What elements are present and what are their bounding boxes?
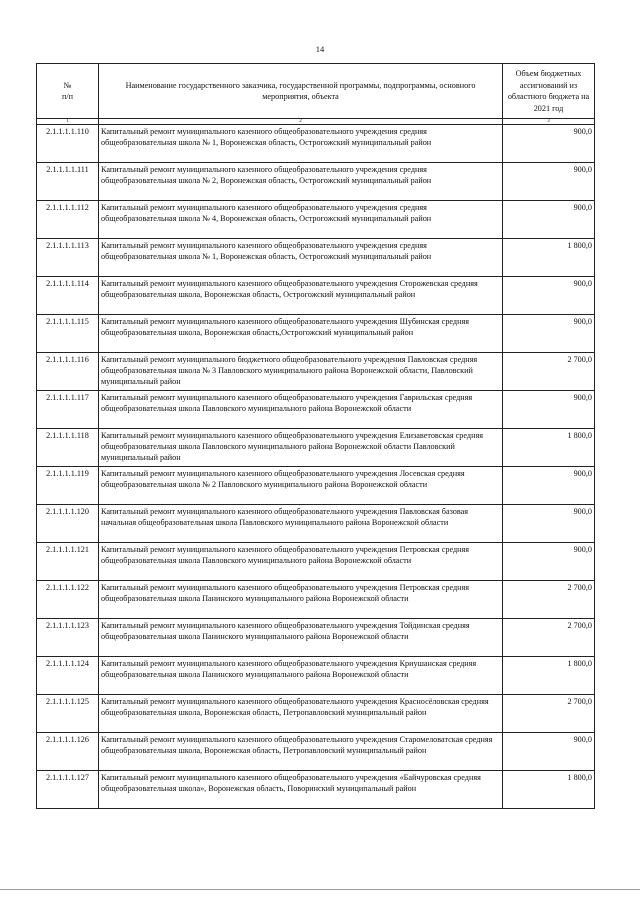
row-amount: 2 700,0 <box>503 581 595 619</box>
header-amount: Объем бюджетных ассигнований из областного бюджета на 2021 год <box>503 64 595 119</box>
table-row <box>37 277 595 315</box>
row-amount: 1 800,0 <box>503 429 595 467</box>
row-amount: 1 800,0 <box>503 239 595 277</box>
row-code: 2.1.1.1.1.112 <box>37 201 99 239</box>
row-description: Капитальный ремонт муниципального казенного общеобразовательного учреждения Петровская средняя общеобразовательная школа Павловского муниципального района Воронежской области <box>99 543 503 581</box>
row-amount: 900,0 <box>503 391 595 429</box>
row-amount: 900,0 <box>503 201 595 239</box>
table-row <box>37 239 595 277</box>
table-row <box>37 125 595 163</box>
table-header-row <box>37 64 595 119</box>
row-description: Капитальный ремонт муниципального бюджетного общеобразовательного учреждения Павловская средняя общеобразовательная школа № 3 Павловского муниципального района Воронежской области, Павловский муниципальный район <box>99 353 503 391</box>
row-code: 2.1.1.1.1.117 <box>37 391 99 429</box>
page-number: 14 <box>315 44 325 54</box>
row-amount: 900,0 <box>503 505 595 543</box>
table-row <box>37 505 595 543</box>
row-code: 2.1.1.1.1.122 <box>37 581 99 619</box>
row-code: 2.1.1.1.1.115 <box>37 315 99 353</box>
table-row <box>37 391 595 429</box>
row-amount: 900,0 <box>503 543 595 581</box>
row-amount: 1 800,0 <box>503 771 595 809</box>
row-amount: 900,0 <box>503 315 595 353</box>
row-code: 2.1.1.1.1.119 <box>37 467 99 505</box>
table-row <box>37 467 595 505</box>
row-description: Капитальный ремонт муниципального казенного общеобразовательного учреждения Криушанская средняя общеобразовательная школа Панинского муниципального района Воронежской области <box>99 657 503 695</box>
table-row <box>37 429 595 467</box>
table-row <box>37 543 595 581</box>
row-code: 2.1.1.1.1.126 <box>37 733 99 771</box>
column-number: 2 <box>99 119 503 125</box>
row-code: 2.1.1.1.1.118 <box>37 429 99 467</box>
row-description: Капитальный ремонт муниципального казенного общеобразовательного учреждения Гаврильская средняя общеобразовательная школа Павловского муниципального района Воронежской области <box>99 391 503 429</box>
table-row <box>37 581 595 619</box>
row-code: 2.1.1.1.1.121 <box>37 543 99 581</box>
row-amount: 900,0 <box>503 277 595 315</box>
row-code: 2.1.1.1.1.120 <box>37 505 99 543</box>
header-number: № п/п <box>37 64 99 119</box>
table-row <box>37 657 595 695</box>
table-row <box>37 315 595 353</box>
row-code: 2.1.1.1.1.124 <box>37 657 99 695</box>
row-description: Капитальный ремонт муниципального казенного общеобразовательного учреждения средняя общеобразовательная школа № 1, Воронежская область, Острогожский муниципальный район <box>99 125 503 163</box>
row-code: 2.1.1.1.1.114 <box>37 277 99 315</box>
row-amount: 1 800,0 <box>503 657 595 695</box>
row-description: Капитальный ремонт муниципального казенного общеобразовательного учреждения Павловская базовая начальная общеобразовательная школа Павловского муниципального района Воронежской области <box>99 505 503 543</box>
row-amount: 2 700,0 <box>503 619 595 657</box>
row-code: 2.1.1.1.1.111 <box>37 163 99 201</box>
table-body <box>37 125 595 809</box>
header-name: Наименование государственного заказчика, государственной программы, подпрограммы, основного мероприятия, объекта <box>99 64 503 119</box>
row-description: Капитальный ремонт муниципального казенного общеобразовательного учреждения Елизаветовская средняя общеобразовательная школа Павловского муниципального района Воронежской области Павловский муниципальный район <box>99 429 503 467</box>
row-amount: 900,0 <box>503 163 595 201</box>
footer-divider <box>0 889 640 890</box>
row-description: Капитальный ремонт муниципального казенного общеобразовательного учреждения Красносёловская средняя общеобразовательная школа, Воронежская область, Петропавловский муниципальный район <box>99 695 503 733</box>
row-code: 2.1.1.1.1.127 <box>37 771 99 809</box>
table-row <box>37 619 595 657</box>
table-row <box>37 353 595 391</box>
table-row <box>37 695 595 733</box>
row-description: Капитальный ремонт муниципального казенного общеобразовательного учреждения Шубинская средняя общеобразовательная школа, Воронежская область,Острогожский муниципальный район <box>99 315 503 353</box>
row-description: Капитальный ремонт муниципального казенного общеобразовательного учреждения «Байчуровская средняя общеобразовательная школа», Воронежская область, Поворинский муниципальный район <box>99 771 503 809</box>
table-row <box>37 733 595 771</box>
row-code: 2.1.1.1.1.116 <box>37 353 99 391</box>
row-amount: 2 700,0 <box>503 353 595 391</box>
table-row <box>37 163 595 201</box>
row-amount: 900,0 <box>503 467 595 505</box>
row-description: Капитальный ремонт муниципального казенного общеобразовательного учреждения Лосевская средняя общеобразовательная школа № 2 Павловского муниципального района Воронежской области <box>99 467 503 505</box>
row-description: Капитальный ремонт муниципального казенного общеобразовательного учреждения Сторожевская средняя общеобразовательная школа, Воронежская область, Острогожский муниципальный район <box>99 277 503 315</box>
row-description: Капитальный ремонт муниципального казенного общеобразовательного учреждения Петровская средняя общеобразовательная школа Панинского муниципального района Воронежской области <box>99 581 503 619</box>
row-description: Капитальный ремонт муниципального казенного общеобразовательного учреждения средняя общеобразовательная школа № 1, Воронежская область, Острогожский муниципальный район <box>99 239 503 277</box>
row-code: 2.1.1.1.1.125 <box>37 695 99 733</box>
row-description: Капитальный ремонт муниципального казенного общеобразовательного учреждения Старомеловатская средняя общеобразовательная школа, Воронежская область, Петропавловский муниципальный район <box>99 733 503 771</box>
table-row <box>37 771 595 809</box>
column-number: 1 <box>37 119 99 125</box>
budget-table <box>36 63 595 809</box>
row-description: Капитальный ремонт муниципального казенного общеобразовательного учреждения средняя общеобразовательная школа № 2, Воронежская область, Острогожский муниципальный район <box>99 163 503 201</box>
row-code: 2.1.1.1.1.113 <box>37 239 99 277</box>
row-amount: 900,0 <box>503 733 595 771</box>
row-description: Капитальный ремонт муниципального казенного общеобразовательного учреждения средняя общеобразовательная школа № 4, Воронежская область, Острогожский муниципальный район <box>99 201 503 239</box>
row-description: Капитальный ремонт муниципального казенного общеобразовательного учреждения Тойдинская средняя общеобразовательная школа Панинского муниципального района Воронежской области <box>99 619 503 657</box>
row-code: 2.1.1.1.1.123 <box>37 619 99 657</box>
row-amount: 2 700,0 <box>503 695 595 733</box>
row-code: 2.1.1.1.1.110 <box>37 125 99 163</box>
column-number: 3 <box>503 119 595 125</box>
table-row <box>37 201 595 239</box>
row-amount: 900,0 <box>503 125 595 163</box>
